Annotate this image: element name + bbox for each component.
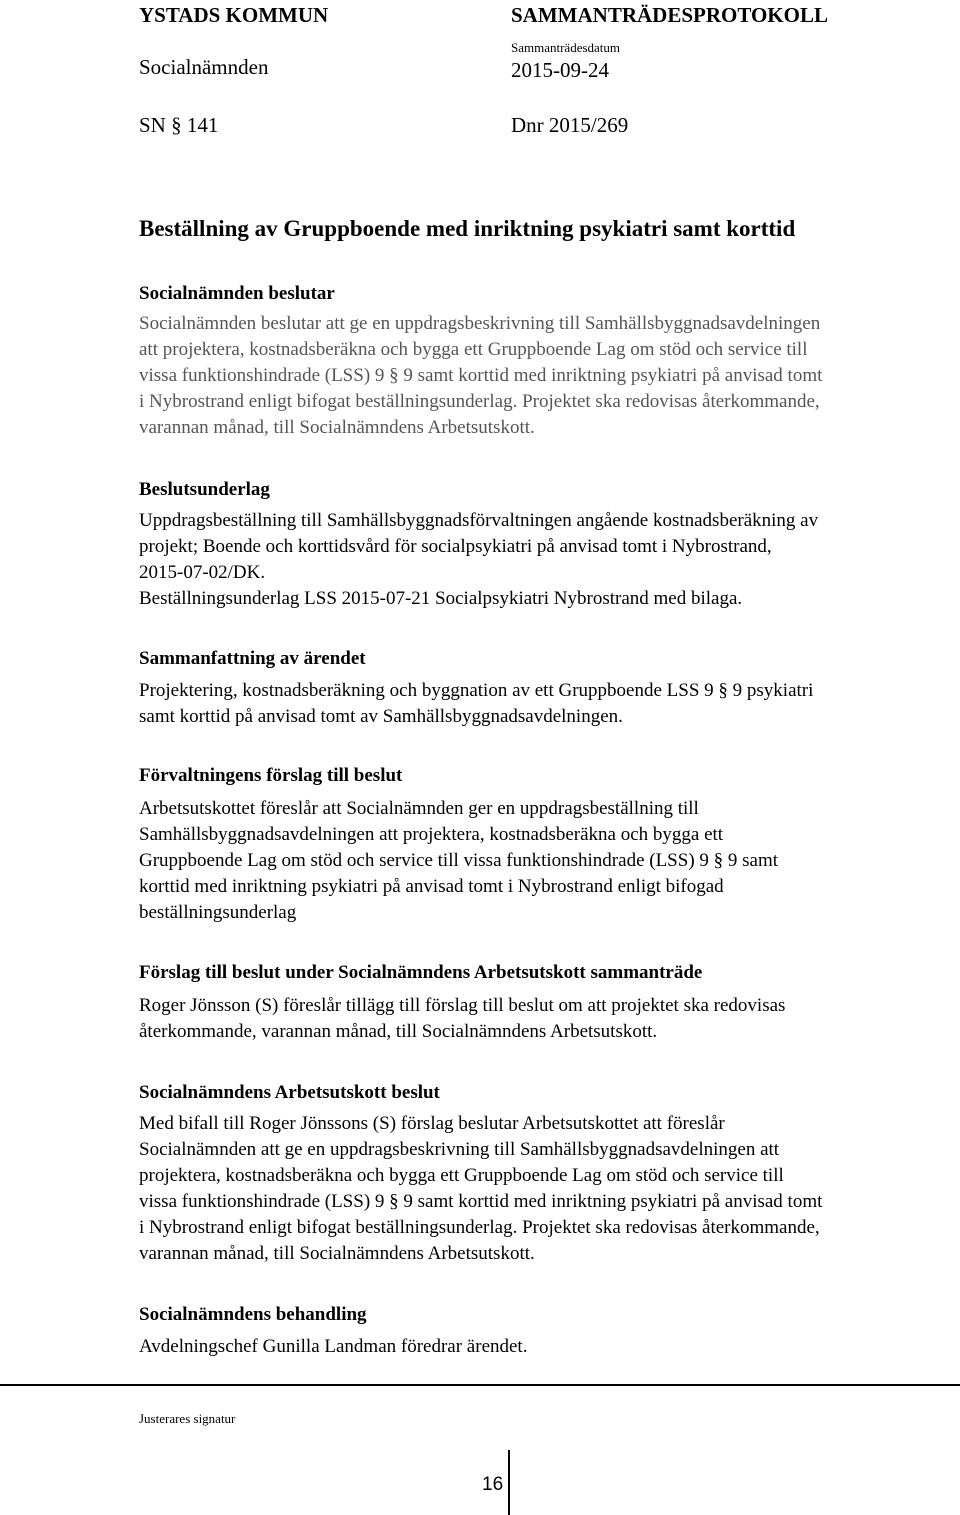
section-heading-admin-proposal: Förvaltningens förslag till beslut: [139, 765, 403, 786]
section-heading-basis: Beslutsunderlag: [139, 479, 270, 500]
text-line: Avdelningschef Gunilla Landman föredrar ärendet.: [139, 1336, 528, 1357]
text-line: att projektera, kostnadsberäkna och bygga ett Gruppboende Lag om stöd och service till: [139, 339, 808, 360]
page-number: 16: [482, 1474, 504, 1495]
text-line: Socialnämnden beslutar att ge en uppdragsbeskrivning till Samhällsbyggnadsavdelningen: [139, 313, 821, 334]
document-type: SAMMANTRÄDESPROTOKOLL: [511, 3, 828, 27]
footer-divider: [0, 1384, 960, 1386]
paragraph-number: SN § 141: [139, 113, 219, 137]
text-line: varannan månad, till Socialnämndens Arbetsutskott.: [139, 1243, 535, 1264]
text-line: beställningsunderlag: [139, 902, 297, 923]
text-line: korttid med inriktning psykiatri på anvisad tomt i Nybrostrand enligt bifogad: [139, 876, 724, 897]
text-line: projekt; Boende och korttidsvård för socialpsykiatri på anvisad tomt i Nybrostrand,: [139, 536, 772, 557]
text-line: samt korttid på anvisad tomt av Samhällsbyggnadsavdelningen.: [139, 706, 623, 727]
text-line: vissa funktionshindrade (LSS) 9 § 9 samt korttid med inriktning psykiatri på anvisad tomt: [139, 365, 823, 386]
section-heading-handling: Socialnämndens behandling: [139, 1304, 367, 1325]
text-line: Samhällsbyggnadsavdelningen att projektera, kostnadsberäkna och bygga ett: [139, 824, 724, 845]
text-line: Beställningsunderlag LSS 2015-07-21 Socialpsykiatri Nybrostrand med bilaga.: [139, 588, 743, 609]
text-line: vissa funktionshindrade (LSS) 9 § 9 samt korttid med inriktning psykiatri på anvisad tomt: [139, 1191, 823, 1212]
text-line: varannan månad, till Socialnämndens Arbetsutskott.: [139, 417, 535, 438]
text-line: i Nybrostrand enligt bifogat beställningsunderlag. Projektet ska redovisas återkommande,: [139, 391, 820, 412]
text-line: Arbetsutskottet föreslår att Socialnämnden ger en uppdragsbeställning till: [139, 798, 699, 819]
text-line: Socialnämnden att ge en uppdragsbeskrivning till Samhällsbyggnadsavdelningen att: [139, 1139, 780, 1160]
text-line: i Nybrostrand enligt bifogat beställningsunderlag. Projektet ska redovisas återkommande,: [139, 1217, 820, 1238]
text-line: 2015-07-02/DK.: [139, 562, 266, 583]
text-line: återkommande, varannan månad, till Socialnämndens Arbetsutskott.: [139, 1021, 658, 1042]
section-heading-committee-proposal: Förslag till beslut under Socialnämndens Arbetsutskott sammanträde: [139, 962, 703, 983]
section-heading-decision: Socialnämnden beslutar: [139, 283, 335, 304]
signature-label: Justerares signatur: [139, 1411, 236, 1426]
section-body-summary: [139, 678, 959, 730]
signature-box-divider: [508, 1450, 510, 1515]
text-line: Roger Jönsson (S) föreslår tillägg till förslag till beslut om att projektet ska redovisas: [139, 995, 786, 1016]
section-body-handling: [139, 1334, 959, 1360]
text-line: Uppdragsbeställning till Samhällsbyggnadsförvaltningen angående kostnadsberäkning av: [139, 510, 819, 531]
section-body-admin-proposal: [139, 796, 959, 926]
text-line: Med bifall till Roger Jönssons (S) förslag beslutar Arbetsutskottet att föreslår: [139, 1113, 725, 1134]
diary-number: Dnr 2015/269: [511, 113, 629, 137]
section-heading-summary: Sammanfattning av ärendet: [139, 648, 366, 669]
section-body-basis: [139, 508, 959, 612]
meeting-date: 2015-09-24: [511, 58, 609, 82]
section-body-working-committee-decision: [139, 1111, 959, 1267]
section-heading-working-committee-decision: Socialnämndens Arbetsutskott beslut: [139, 1082, 440, 1103]
committee-name: Socialnämnden: [139, 55, 269, 79]
section-body-committee-proposal: [139, 993, 959, 1045]
text-line: Gruppboende Lag om stöd och service till vissa funktionshindrade (LSS) 9 § 9 samt: [139, 850, 779, 871]
document-title: Beställning av Gruppboende med inriktning psykiatri samt korttid: [139, 216, 796, 241]
text-line: Projektering, kostnadsberäkning och byggnation av ett Gruppboende LSS 9 § 9 psykiatri: [139, 680, 814, 701]
text-line: projektera, kostnadsberäkna och bygga ett Gruppboende Lag om stöd och service till: [139, 1165, 784, 1186]
organization-name: YSTADS KOMMUN: [139, 3, 329, 27]
meeting-date-label: Sammanträdesdatum: [511, 40, 621, 55]
section-body-decision: [139, 311, 959, 441]
